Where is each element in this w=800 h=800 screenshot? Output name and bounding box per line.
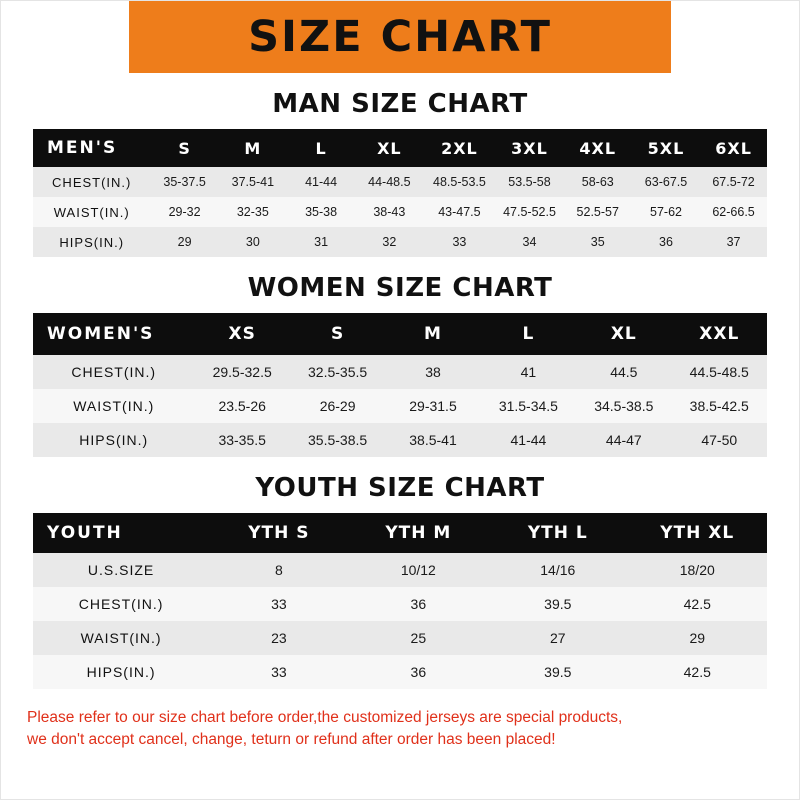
col-header-xl: XL xyxy=(576,313,671,355)
table-row xyxy=(33,389,767,423)
cell: 23 xyxy=(209,621,348,655)
cell: 33 xyxy=(209,655,348,689)
cell: 32.5-35.5 xyxy=(290,355,385,389)
col-header-label: YOUTH xyxy=(33,513,209,553)
table-row xyxy=(33,423,767,457)
cell: 33-35.5 xyxy=(194,423,289,457)
cell: 34 xyxy=(495,227,563,257)
cell: 34.5-38.5 xyxy=(576,389,671,423)
banner-right-notch xyxy=(671,1,799,73)
table-row xyxy=(33,655,767,689)
col-header-s: S xyxy=(290,313,385,355)
cell: 48.5-53.5 xyxy=(423,167,495,197)
table-row xyxy=(33,621,767,655)
col-header-yth-xl: YTH XL xyxy=(628,513,767,553)
page-title: SIZE CHART xyxy=(248,12,552,62)
man-size-table xyxy=(33,129,767,257)
cell: 35-38 xyxy=(287,197,355,227)
cell: 32-35 xyxy=(219,197,287,227)
cell: 41-44 xyxy=(481,423,576,457)
cell: 18/20 xyxy=(628,553,767,587)
cell: 30 xyxy=(219,227,287,257)
banner-left-notch xyxy=(1,1,129,73)
cell: 42.5 xyxy=(628,587,767,621)
cell: 57-62 xyxy=(632,197,700,227)
table-header-row xyxy=(33,313,767,355)
table-row xyxy=(33,167,767,197)
table-row xyxy=(33,197,767,227)
cell: 35 xyxy=(564,227,632,257)
table-wrap-youth xyxy=(33,513,767,689)
table-wrap-man xyxy=(33,129,767,257)
col-header-label: WOMEN'S xyxy=(33,313,194,355)
section-title-youth: YOUTH SIZE CHART xyxy=(255,473,545,503)
cell: 44.5-48.5 xyxy=(672,355,767,389)
cell: 29 xyxy=(628,621,767,655)
cell: 41 xyxy=(481,355,576,389)
table-header-row xyxy=(33,129,767,167)
row-label-hips: HIPS(IN.) xyxy=(33,655,209,689)
header-banner xyxy=(1,1,799,73)
col-header-yth-s: YTH S xyxy=(209,513,348,553)
cell: 33 xyxy=(423,227,495,257)
col-header-l: L xyxy=(287,129,355,167)
cell: 42.5 xyxy=(628,655,767,689)
section-title-man: MAN SIZE CHART xyxy=(272,89,528,119)
cell: 32 xyxy=(355,227,423,257)
section-man-size-chart xyxy=(1,89,799,257)
women-size-table xyxy=(33,313,767,457)
cell: 44.5 xyxy=(576,355,671,389)
row-label-chest: CHEST(IN.) xyxy=(33,167,150,197)
cell: 31 xyxy=(287,227,355,257)
cell: 38.5-41 xyxy=(385,423,480,457)
cell: 33 xyxy=(209,587,348,621)
table-row xyxy=(33,355,767,389)
cell: 43-47.5 xyxy=(423,197,495,227)
col-header-5xl: 5XL xyxy=(632,129,700,167)
cell: 39.5 xyxy=(488,655,627,689)
cell: 36 xyxy=(349,655,488,689)
col-header-xs: XS xyxy=(194,313,289,355)
table-row xyxy=(33,553,767,587)
col-header-label: MEN'S xyxy=(33,129,150,167)
cell: 38-43 xyxy=(355,197,423,227)
cell: 38 xyxy=(385,355,480,389)
cell: 35-37.5 xyxy=(150,167,218,197)
row-label-us-size: U.S.SIZE xyxy=(33,553,209,587)
cell: 27 xyxy=(488,621,627,655)
row-label-waist: WAIST(IN.) xyxy=(33,621,209,655)
cell: 58-63 xyxy=(564,167,632,197)
col-header-m: M xyxy=(385,313,480,355)
row-label-chest: CHEST(IN.) xyxy=(33,587,209,621)
section-women-size-chart xyxy=(1,273,799,457)
cell: 53.5-58 xyxy=(495,167,563,197)
cell: 38.5-42.5 xyxy=(672,389,767,423)
col-header-xxl: XXL xyxy=(672,313,767,355)
cell: 29-31.5 xyxy=(385,389,480,423)
cell: 31.5-34.5 xyxy=(481,389,576,423)
cell: 47-50 xyxy=(672,423,767,457)
col-header-6xl: 6XL xyxy=(700,129,767,167)
col-header-s: S xyxy=(150,129,218,167)
section-youth-size-chart xyxy=(1,473,799,689)
cell: 44-47 xyxy=(576,423,671,457)
table-wrap-women xyxy=(33,313,767,457)
col-header-m: M xyxy=(219,129,287,167)
cell: 29.5-32.5 xyxy=(194,355,289,389)
col-header-2xl: 2XL xyxy=(423,129,495,167)
row-label-hips: HIPS(IN.) xyxy=(33,227,150,257)
col-header-3xl: 3XL xyxy=(495,129,563,167)
col-header-yth-m: YTH M xyxy=(349,513,488,553)
table-header-row xyxy=(33,513,767,553)
row-label-waist: WAIST(IN.) xyxy=(33,389,194,423)
cell: 39.5 xyxy=(488,587,627,621)
cell: 35.5-38.5 xyxy=(290,423,385,457)
cell: 44-48.5 xyxy=(355,167,423,197)
cell: 25 xyxy=(349,621,488,655)
cell: 41-44 xyxy=(287,167,355,197)
note-line-1: Please refer to our size chart before order,the customized jerseys are special products, xyxy=(27,709,623,726)
youth-size-table xyxy=(33,513,767,689)
cell: 23.5-26 xyxy=(194,389,289,423)
cell: 29 xyxy=(150,227,218,257)
table-row xyxy=(33,227,767,257)
cell: 52.5-57 xyxy=(564,197,632,227)
cell: 67.5-72 xyxy=(700,167,767,197)
cell: 37.5-41 xyxy=(219,167,287,197)
disclaimer-note xyxy=(27,707,773,752)
row-label-hips: HIPS(IN.) xyxy=(33,423,194,457)
cell: 26-29 xyxy=(290,389,385,423)
row-label-waist: WAIST(IN.) xyxy=(33,197,150,227)
cell: 63-67.5 xyxy=(632,167,700,197)
cell: 47.5-52.5 xyxy=(495,197,563,227)
note-line-2: we don't accept cancel, change, teturn or refund after order has been placed! xyxy=(27,731,556,749)
col-header-xl: XL xyxy=(355,129,423,167)
cell: 8 xyxy=(209,553,348,587)
cell: 29-32 xyxy=(150,197,218,227)
table-row xyxy=(33,587,767,621)
cell: 36 xyxy=(632,227,700,257)
col-header-4xl: 4XL xyxy=(564,129,632,167)
section-title-women: WOMEN SIZE CHART xyxy=(247,273,553,303)
cell: 14/16 xyxy=(488,553,627,587)
cell: 37 xyxy=(700,227,767,257)
cell: 62-66.5 xyxy=(700,197,767,227)
cell: 36 xyxy=(349,587,488,621)
col-header-l: L xyxy=(481,313,576,355)
row-label-chest: CHEST(IN.) xyxy=(33,355,194,389)
col-header-yth-l: YTH L xyxy=(488,513,627,553)
cell: 10/12 xyxy=(349,553,488,587)
